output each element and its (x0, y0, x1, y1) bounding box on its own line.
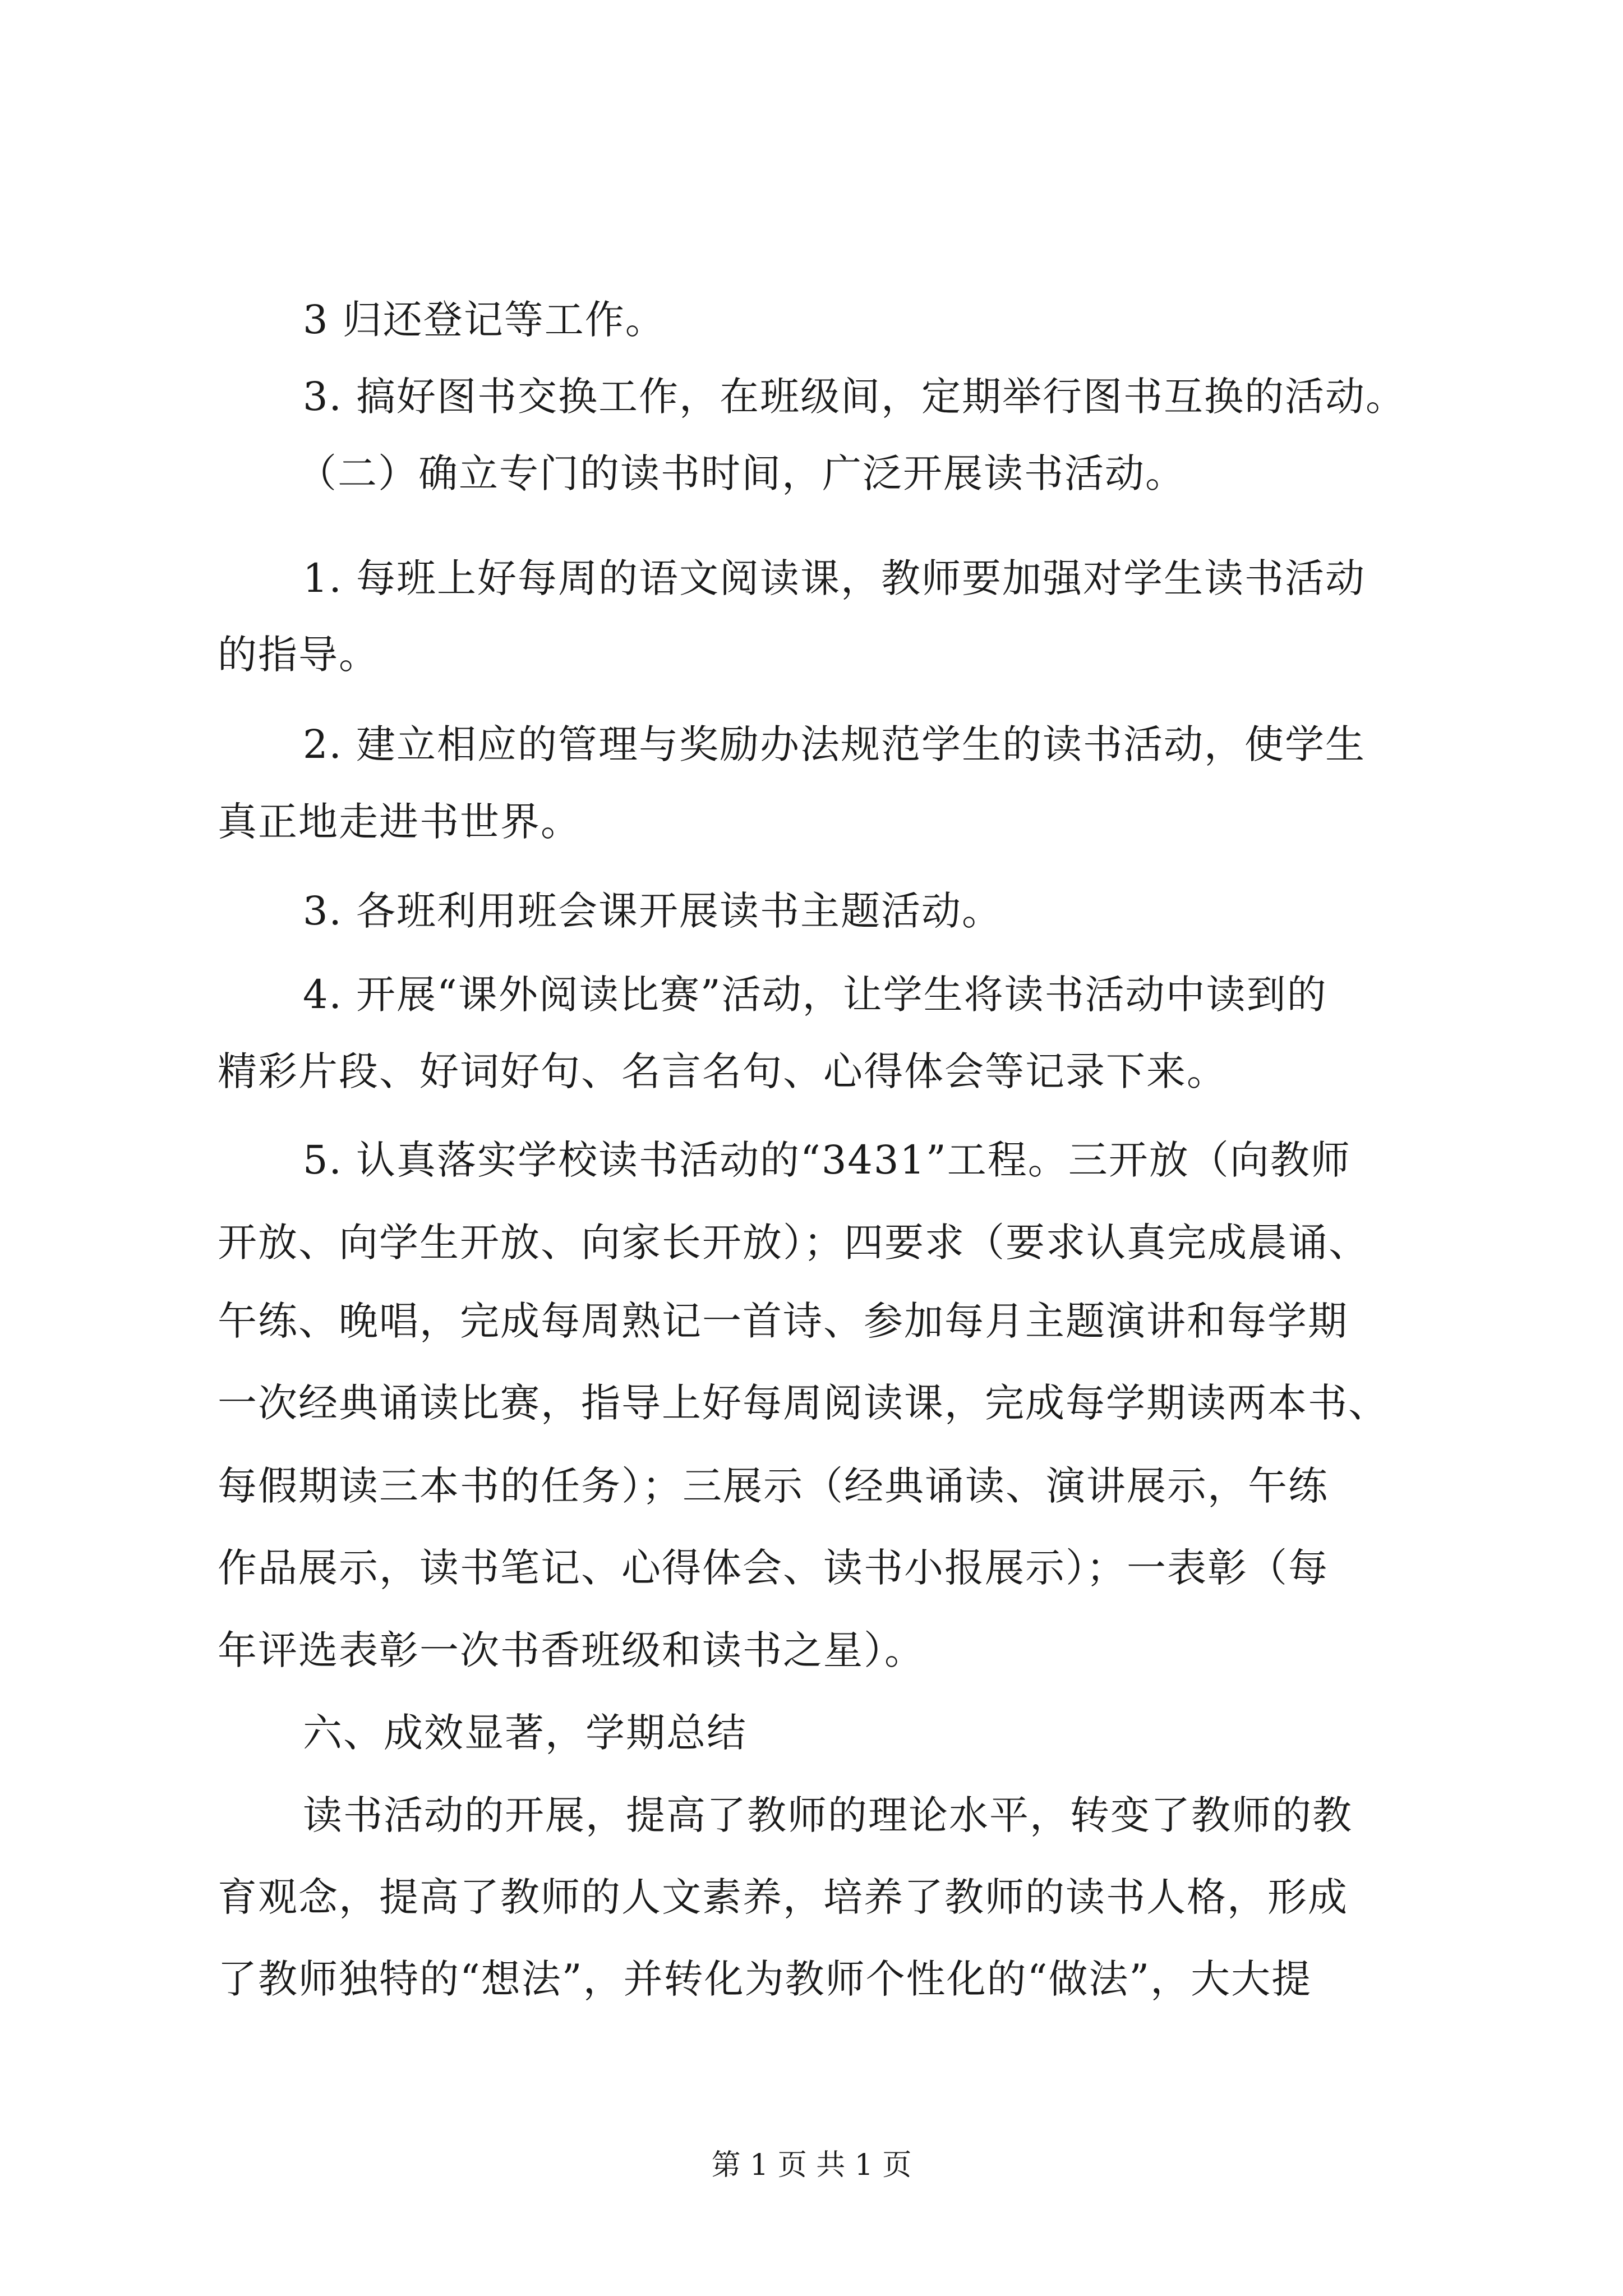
paragraph-line: 年评选表彰一次书香班级和读书之星）。 (218, 1627, 925, 1673)
paragraph-line: 一次经典诵读比赛，指导上好每周阅读课，完成每学期读两本书、 (218, 1380, 1389, 1426)
paragraph-line: 3. 各班利用班会课开展读书主题活动。 (303, 888, 1003, 934)
paragraph-line: 2. 建立相应的管理与奖励办法规范学生的读书活动，使学生 (303, 721, 1366, 767)
paragraph-line: 的指导。 (218, 632, 379, 678)
paragraph-line: 读书活动的开展，提高了教师的理论水平，转变了教师的教 (303, 1792, 1353, 1838)
paragraph-line: 了教师独特的“想法”，并转化为教师个性化的“做法”，大大提 (218, 1956, 1312, 2002)
section-heading: 六、成效显著，学期总结 (303, 1710, 747, 1756)
paragraph-line: 3 归还登记等工作。 (303, 297, 666, 343)
paragraph-line: 精彩片段、好词好句、名言名句、心得体会等记录下来。 (218, 1048, 1227, 1094)
paragraph-line: 作品展示，读书笔记、心得体会、读书小报展示）；一表彰（每 (218, 1545, 1329, 1591)
paragraph-line: 3. 搞好图书交换工作，在班级间，定期举行图书互换的活动。 (303, 374, 1407, 420)
paragraph-line: 育观念，提高了教师的人文素养，培养了教师的读书人格，形成 (218, 1874, 1348, 1920)
paragraph-line: 4. 开展“课外阅读比赛”活动，让学生将读书活动中读到的 (303, 972, 1327, 1018)
paragraph-line: 1. 每班上好每周的语文阅读课，教师要加强对学生读书活动 (303, 555, 1366, 601)
paragraph-line: 午练、晚唱，完成每周熟记一首诗、参加每月主题演讲和每学期 (218, 1298, 1348, 1344)
paragraph-line: 开放、向学生开放、向家长开放）；四要求（要求认真完成晨诵、 (218, 1220, 1369, 1266)
paragraph-line: 真正地走进书世界。 (218, 799, 581, 845)
page-footer: 第 1 页 共 1 页 (711, 2148, 912, 2182)
paragraph-line: 每假期读三本书的任务）；三展示（经典诵读、演讲展示，午练 (218, 1463, 1329, 1509)
paragraph-line: 5. 认真落实学校读书活动的“3431”工程。三开放（向教师 (303, 1137, 1351, 1183)
section-heading: （二）确立专门的读书时间，广泛开展读书活动。 (297, 450, 1186, 496)
